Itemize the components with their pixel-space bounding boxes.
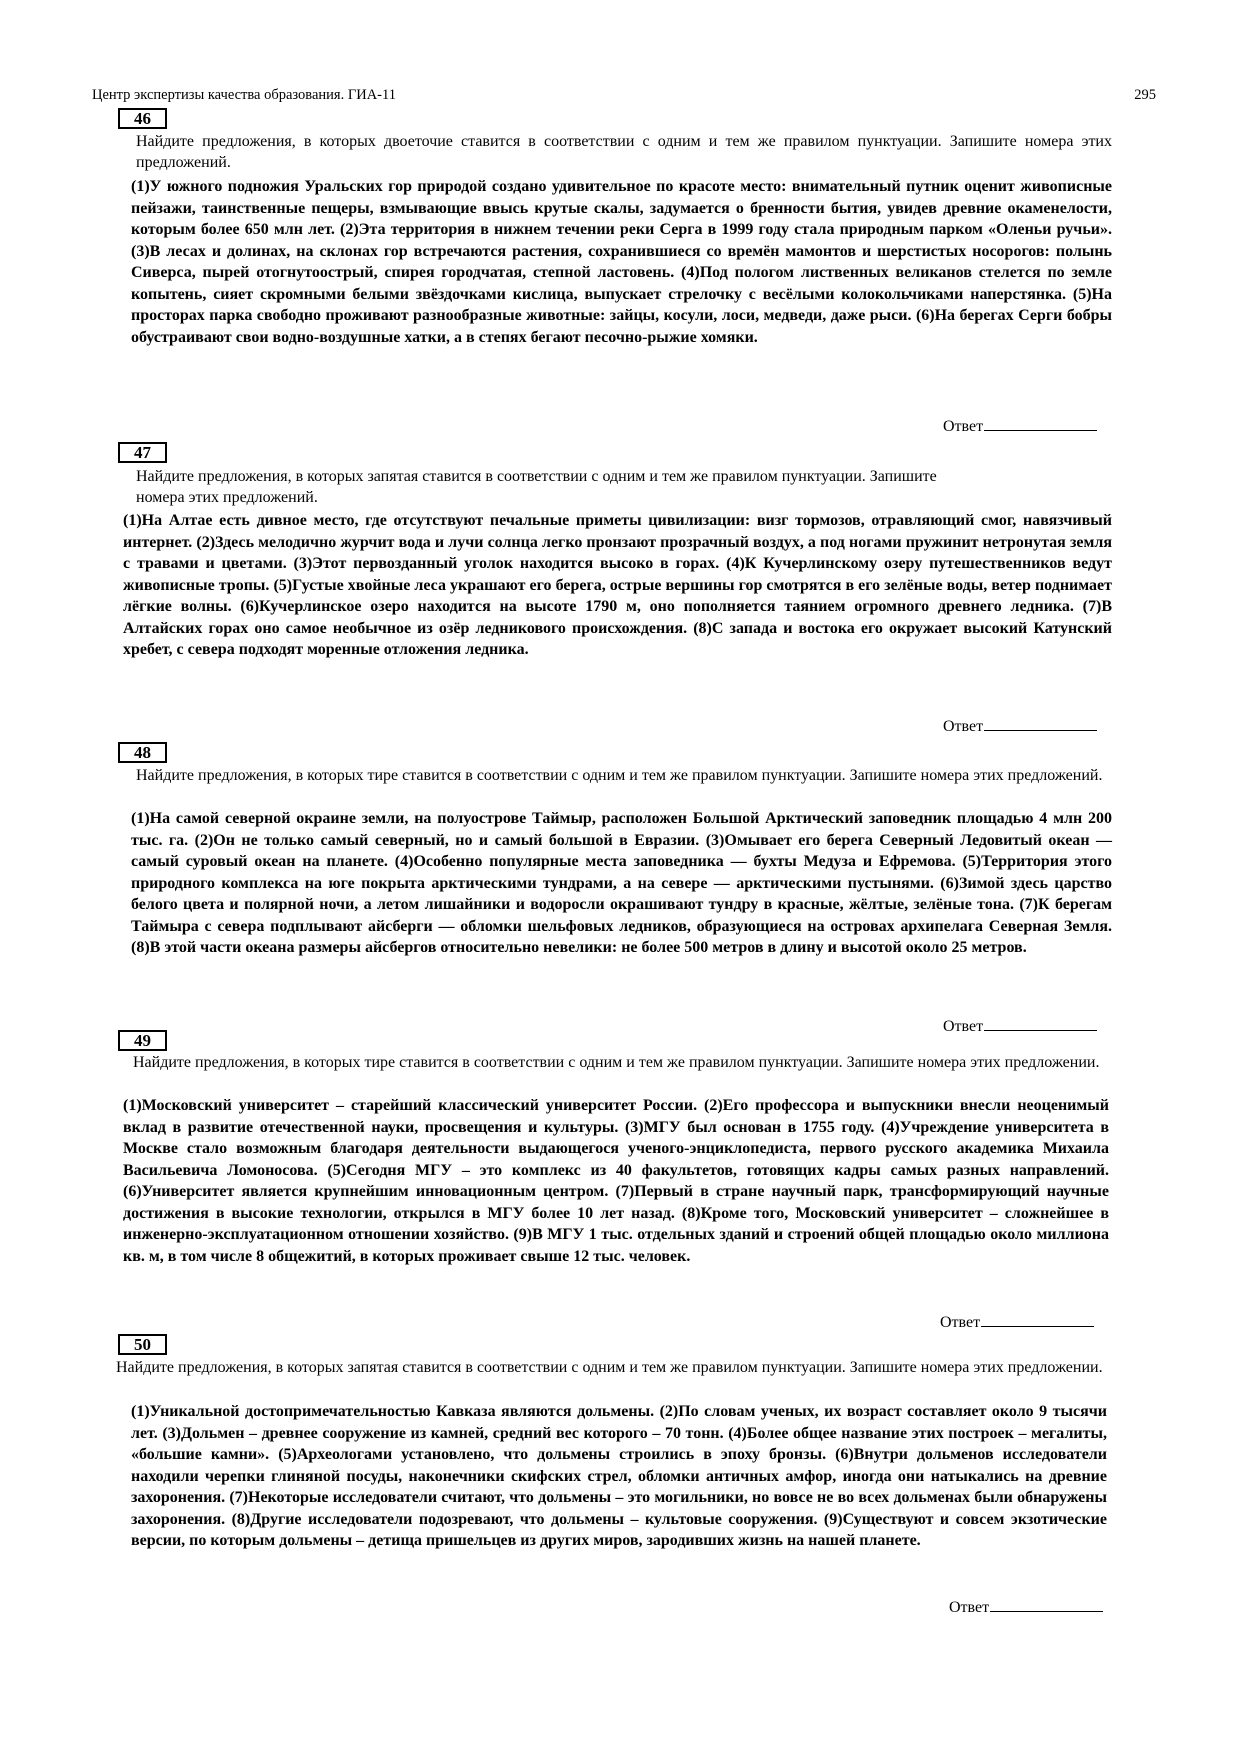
answer-label: Ответ (949, 1599, 990, 1616)
header-source: Центр экспертизы качества образования. ГИА-11 (92, 87, 396, 103)
task-text: (1)Московский университет – старейший классический университет России. (2)Его профессора и выпускники внесли неоценимый вклад в развитие отечественной науки, просвещения и культуры. (3)МГУ был основан в 1755 году. (4)Учреждение университета в Москве стало возможным благодаря деятельности выдающегося ученого-энциклопедиста, первого русского академика Михаила Васильевича Ломоносова. (5)Сегодня МГУ – это комплекс из 40 факультетов, готовящих кадры самых разных направлений. (6)Университет является крупнейшим инновационным центром. (7)Первый в стране научный парк, трансформирующий научные достижения в высокие технологии, открылся в МГУ более 10 лет назад. (8)Кроме того, Московский университет – сложнейшее в инженерно-эксплуатационном отношении хозяйство. (9)В МГУ 1 тыс. отдельных зданий и строений общей площадью около миллиона кв. м, в том числе 8 общежитий, в которых проживает свыше 12 тыс. человек. (123, 1097, 1109, 1265)
page-number: 295 (1134, 87, 1156, 103)
answer-line[interactable] (984, 716, 1097, 731)
task-text: (1)У южного подножия Уральских гор природой создано удивительное по красоте место: внимательный путник оценит живописные пейзажи, таинственные пещеры, взмывающие ввысь крутые скалы, задумается о бренности бытия, увидев древние окаменелости, которым более 650 млн лет. (2)Эта территория в нижнем течении реки Серга в 1999 году стала природным парком «Оленьи ручьи». (3)В лесах и долинах, на склонах гор встречаются растения, сохранившиеся со времён мамонтов и шерстистых носорогов: полынь Сиверса, пырей отогнутоострый, спирея городчатая, степной ластовень. (4)Под пологом лиственных великанов стелется по земле копытень, сияет скромными белыми звёздочками кислица, выпускает стрелочку с весёлыми колокольчиками наперстянка. (5)На просторах парка свободно проживают разнообразные животные: зайцы, косули, лоси, медведи, даже рыси. (6)На берегах Серги бобры обустраивают свои водно-воздушные хатки, а в степях бегают песочно-рыжие хомяки. (131, 178, 1112, 346)
answer-line[interactable] (984, 1016, 1097, 1031)
answer-label: Ответ (943, 1018, 984, 1035)
task-instruction: Найдите предложения, в которых тире ставится в соответствии с одним и тем же правилом пунктуации. Запишите номера этих предложении. (133, 1054, 1100, 1071)
answer-line[interactable] (990, 1597, 1103, 1612)
task-number: 49 (118, 1030, 167, 1051)
answer-label: Ответ (940, 1314, 981, 1331)
task-number: 46 (118, 108, 167, 129)
answer-field[interactable] (943, 716, 1097, 737)
answer-line[interactable] (984, 416, 1097, 431)
task-instruction: Найдите предложения, в которых запятая ставится в соответствии с одним и тем же правилом пунктуации. Запишите номера этих предложений. (136, 468, 937, 506)
task-instruction: Найдите предложения, в которых двоеточие ставится в соответствии с одним и тем же правилом пунктуации. Запишите номера этих предложений. (136, 133, 1112, 171)
answer-line[interactable] (981, 1312, 1094, 1327)
answer-field[interactable] (949, 1597, 1103, 1618)
answer-field[interactable] (943, 416, 1097, 437)
task-instruction: Найдите предложения, в которых запятая ставится в соответствии с одним и тем же правилом пунктуации. Запишите номера этих предложении. (116, 1359, 1103, 1376)
answer-label: Ответ (943, 418, 984, 435)
answer-label: Ответ (943, 718, 984, 735)
task-text: (1)Уникальной достопримечательностью Кавказа являются дольмены. (2)По словам ученых, их возраст составляет около 9 тысячи лет. (3)Дольмен – древнее сооружение из камней, средний вес которого – 70 тонн. (4)Более общее название этих построек – мегалиты, «большие камни». (5)Археологами установлено, что дольмены строились в эпоху бронзы. (6)Внутри дольменов исследователи находили черепки глиняной посуды, наконечники скифских стрел, обломки античных амфор, иногда они натыкались на древние захоронения. (7)Некоторые исследователи считают, что дольмены – это могильники, но вовсе не во всех дольменах были обнаружены захоронения. (8)Другие исследователи подозревают, что дольмены – культовые сооружения. (9)Существуют и совсем экзотические версии, по которым дольмены – детища пришельцев из других миров, зародивших жизнь на нашей планете. (131, 1403, 1107, 1549)
task-number: 48 (118, 742, 167, 763)
answer-field[interactable] (940, 1312, 1094, 1333)
task-number: 47 (118, 442, 167, 463)
task-text: (1)На Алтае есть дивное место, где отсутствуют печальные приметы цивилизации: визг тормозов, отравляющий смог, навязчивый интернет. (2)Здесь мелодично журчит вода и лучи солнца легко пронзают прозрачный воздух, а под ногами пружинит нетронутая земля с травами и цветами. (3)Этот первозданный уголок находится высоко в горах. (4)К Кучерлинскому озеру путешественников ведут живописные тропы. (5)Густые хвойные леса украшают его берега, острые вершины гор смотрятся в его зелёные воды, ветер поднимает лёгкие волны. (6)Кучерлинское озеро находится на высоте 1790 м, оно пополняется таянием огромного древнего ледника. (7)В Алтайских горах оно самое необычное из озёр ледникового происхождения. (8)С запада и востока его окружает высокий Катунский хребет, с севера подходят моренные отложения ледника. (123, 512, 1112, 658)
task-text: (1)На самой северной окраине земли, на полуострове Таймыр, расположен Большой Арктический заповедник площадью 4 млн 200 тыс. га. (2)Он не только самый северный, но и самый большой в Евразии. (3)Омывает его берега Северный Ледовитый океан — самый суровый океан на планете. (4)Особенно популярные места заповедника — бухты Медуза и Ефремова. (5)Территория этого природного комплекса на юге покрыта арктическими тундрами, а на севере — арктическими пустынями. (6)Зимой здесь царство белого цвета и полярной ночи, а летом лишайники и водоросли окрашивают тундру в красные, жёлтые, зелёные тона. (7)К берегам Таймыра с севера подплывают айсберги — обломки шельфовых ледников, образующиеся на островах архипелага Северная Земля. (8)В этой части океана размеры айсбергов относительно невелики: не более 500 метров в длину и высотой около 25 метров. (131, 810, 1112, 956)
answer-field[interactable] (943, 1016, 1097, 1037)
task-number: 50 (118, 1334, 167, 1355)
task-instruction: Найдите предложения, в которых тире ставится в соответствии с одним и тем же правилом пунктуации. Запишите номера этих предложений. (136, 767, 1103, 784)
